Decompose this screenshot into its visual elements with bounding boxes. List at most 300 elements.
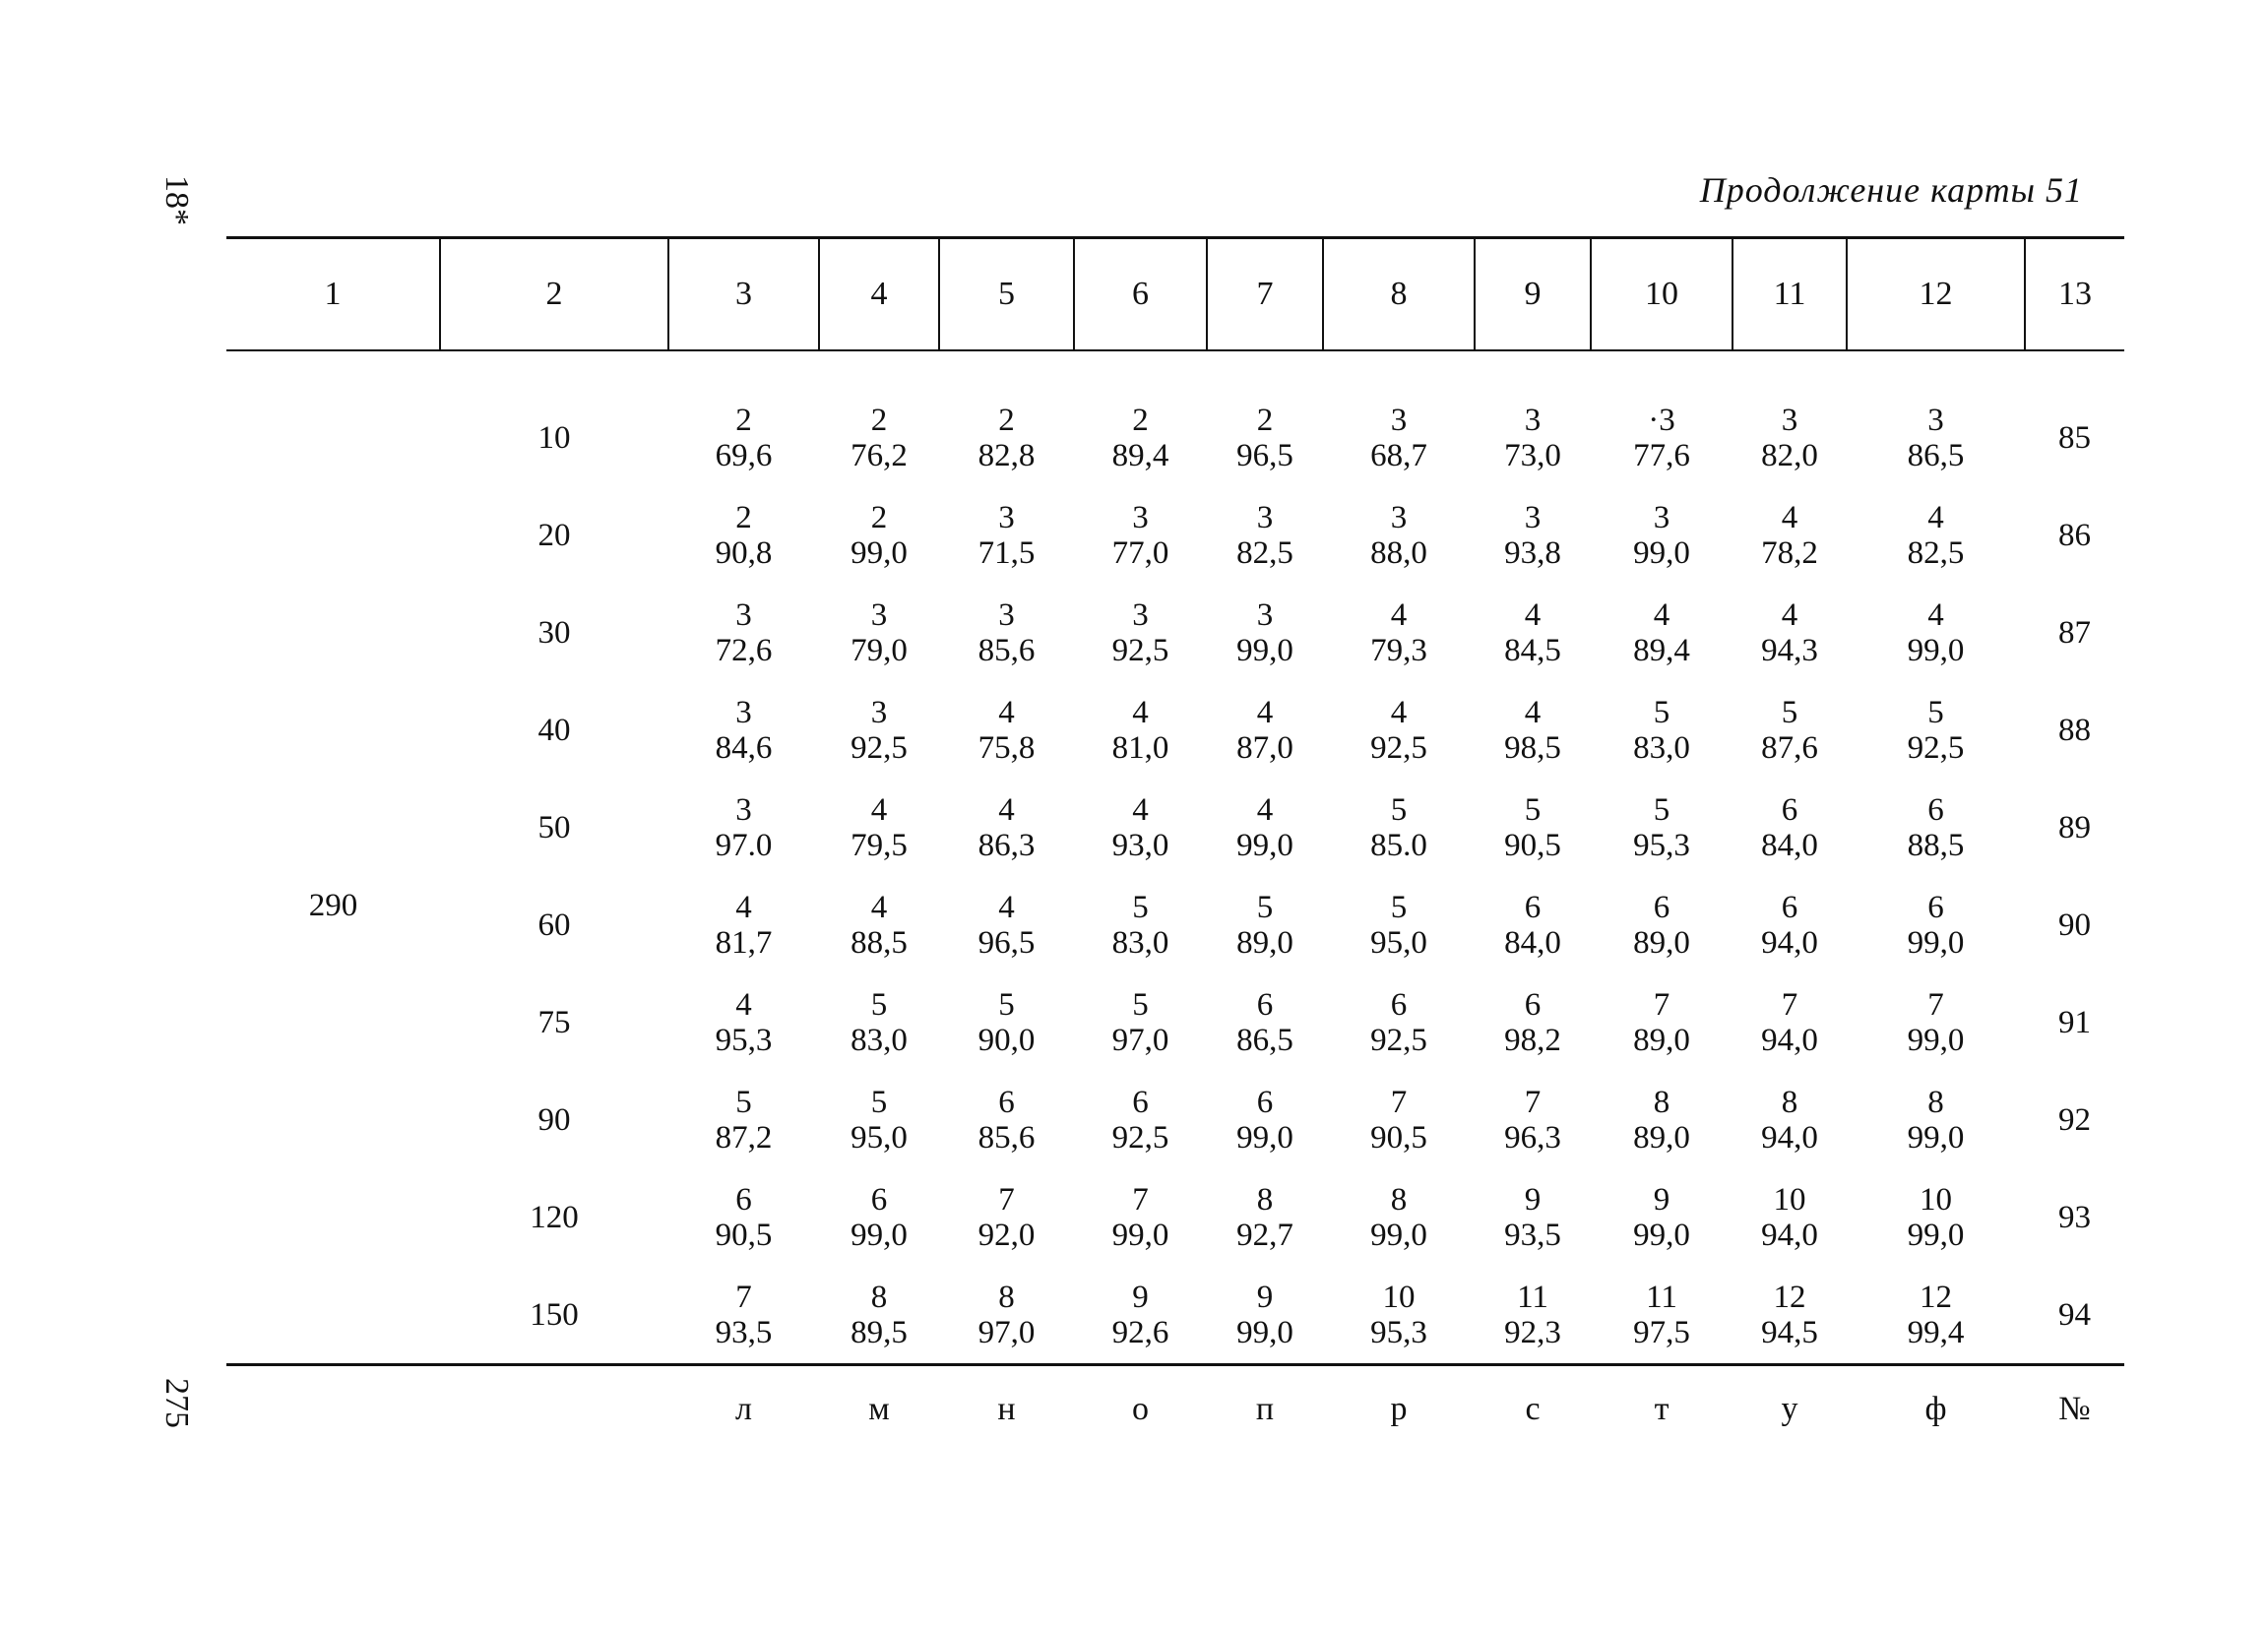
cell-top-value: 4 — [1524, 694, 1542, 730]
cell-top-value: 2 — [870, 402, 888, 438]
table-cell — [1591, 973, 1732, 1071]
table-cell — [1207, 389, 1323, 486]
cell-bottom-value: 99,0 — [1907, 1217, 1965, 1253]
table-cell — [668, 1071, 819, 1168]
header-row — [226, 238, 2124, 351]
cell-bottom-value: 94,0 — [1761, 1022, 1818, 1058]
page-title: Продолжение карты 51 — [1699, 170, 2083, 210]
cell-bottom-value: 88,5 — [1907, 827, 1965, 863]
table-cell — [1475, 1266, 1591, 1365]
cell-top-value: 4 — [998, 889, 1015, 925]
table-cell — [1074, 1071, 1207, 1168]
cell-bottom-value: 88,5 — [850, 924, 908, 961]
cell-top-value: 2 — [735, 402, 752, 438]
cell-top-value: 6 — [1927, 791, 1944, 828]
table-cell — [1847, 779, 2025, 876]
cell-bottom-value: 99,0 — [1907, 1119, 1965, 1156]
table-cell — [1207, 486, 1323, 584]
cell-bottom-value: 94,5 — [1761, 1314, 1818, 1350]
column-header-6: 6 — [1074, 238, 1207, 351]
cell-bottom-value: 84,0 — [1504, 924, 1561, 961]
column-header-8: 8 — [1323, 238, 1475, 351]
table-cell — [939, 779, 1074, 876]
table-cell — [1475, 486, 1591, 584]
cell-top-value: 3 — [1927, 402, 1944, 438]
table-cell — [939, 1071, 1074, 1168]
table-cell — [939, 876, 1074, 973]
cell-bottom-value: 94,0 — [1761, 1217, 1818, 1253]
cell-top-value: 11 — [1646, 1279, 1677, 1315]
table-body — [226, 350, 2124, 1365]
cell-bottom-value: 99,0 — [1633, 534, 1690, 571]
cell-bottom-value: 90,5 — [1504, 827, 1561, 863]
cell-bottom-value: 97,0 — [977, 1314, 1036, 1350]
row-number-cell: 88 — [2058, 712, 2091, 748]
table-cell — [939, 584, 1074, 681]
cell-top-value: 6 — [1132, 1084, 1149, 1120]
cell-top-value: 6 — [1524, 986, 1542, 1023]
cell-bottom-value: 82,5 — [1907, 534, 1965, 571]
cell-top-value: 12 — [1773, 1279, 1806, 1315]
cell-top-value: 4 — [1927, 596, 1944, 633]
footer-letter-cell: л — [668, 1365, 819, 1454]
cell-bottom-value: 82,8 — [977, 437, 1036, 473]
cell-top-value: 4 — [1390, 694, 1408, 730]
cell-top-value: 3 — [1256, 499, 1274, 535]
table-cell — [1847, 973, 2025, 1071]
cell-bottom-value: 95,0 — [850, 1119, 908, 1156]
table-cell — [1591, 779, 1732, 876]
cell-top-value: 3 — [1524, 499, 1542, 535]
cell-bottom-value: 98,2 — [1504, 1022, 1561, 1058]
cell-bottom-value: 69,6 — [715, 437, 773, 473]
table-cell — [1591, 681, 1732, 779]
page-side-mark-top: 18* — [158, 175, 195, 225]
data-table — [226, 236, 2124, 1453]
table-cell — [1207, 1168, 1323, 1266]
table-container — [226, 236, 2124, 1453]
cell-top-value: 9 — [1653, 1181, 1670, 1218]
row-number-cell: 92 — [2058, 1101, 2091, 1138]
cell-bottom-value: 75,8 — [977, 729, 1036, 766]
table-cell — [1074, 1168, 1207, 1266]
cell-bottom-value: 83,0 — [850, 1022, 908, 1058]
row-key-cell: 150 — [530, 1296, 579, 1333]
cell-top-value: 3 — [1390, 499, 1408, 535]
cell-bottom-value: 92,3 — [1504, 1314, 1561, 1350]
cell-top-value: 6 — [1781, 791, 1798, 828]
table-cell — [819, 876, 939, 973]
cell-top-value: 9 — [1132, 1279, 1149, 1315]
footer-blank-cell — [226, 1365, 668, 1454]
row-number-cell: 90 — [2058, 907, 2091, 943]
table-cell — [1732, 1071, 1847, 1168]
table-cell — [1847, 1168, 2025, 1266]
cell-top-value: 4 — [1781, 499, 1798, 535]
cell-top-value: 3 — [1781, 402, 1798, 438]
cell-bottom-value: 92,6 — [1111, 1314, 1169, 1350]
table-cell — [1732, 876, 1847, 973]
table-cell — [1591, 486, 1732, 584]
table-row — [226, 681, 2124, 779]
row-key-cell: 10 — [537, 419, 571, 456]
cell-top-value: 6 — [998, 1084, 1015, 1120]
table-cell — [1847, 681, 2025, 779]
cell-bottom-value: 79,3 — [1370, 632, 1427, 668]
column-header-13: 13 — [2025, 238, 2124, 351]
table-cell — [1591, 389, 1732, 486]
cell-top-value: 4 — [1781, 596, 1798, 633]
table-row — [226, 584, 2124, 681]
cell-top-value: 8 — [998, 1279, 1015, 1315]
cell-top-value: 6 — [1524, 889, 1542, 925]
cell-top-value: 6 — [1256, 1084, 1274, 1120]
table-cell — [1323, 973, 1475, 1071]
cell-top-value: 8 — [1781, 1084, 1798, 1120]
cell-top-value: 4 — [1256, 694, 1274, 730]
cell-bottom-value: 96,5 — [1236, 437, 1293, 473]
column-header-10: 10 — [1591, 238, 1732, 351]
table-cell — [668, 584, 819, 681]
table-cell — [1323, 1168, 1475, 1266]
row-key-cell: 120 — [530, 1199, 579, 1235]
cell-top-value: 3 — [1524, 402, 1542, 438]
cell-bottom-value: 95,3 — [1370, 1314, 1427, 1350]
cell-bottom-value: 85.0 — [1370, 827, 1427, 863]
table-cell — [1323, 681, 1475, 779]
table-cell — [1207, 779, 1323, 876]
cell-top-value: 5 — [1132, 889, 1149, 925]
table-cell — [939, 973, 1074, 1071]
table-cell — [1475, 389, 1591, 486]
cell-top-value: 7 — [1524, 1084, 1542, 1120]
table-cell — [819, 1168, 939, 1266]
table-cell — [1323, 779, 1475, 876]
cell-bottom-value: 85,6 — [977, 1119, 1036, 1156]
cell-top-value: 3 — [735, 791, 752, 828]
table-cell — [939, 389, 1074, 486]
cell-bottom-value: 77,6 — [1633, 437, 1690, 473]
cell-top-value: 10 — [1773, 1181, 1806, 1218]
footer-row — [226, 1365, 2124, 1454]
cell-bottom-value: 94,3 — [1761, 632, 1818, 668]
table-cell — [1591, 1071, 1732, 1168]
table-cell — [819, 973, 939, 1071]
footer-letter-cell: п — [1207, 1365, 1323, 1454]
table-cell — [668, 1168, 819, 1266]
row-number-cell: 89 — [2058, 809, 2091, 845]
cell-top-value: 4 — [998, 791, 1015, 828]
table-row — [226, 1266, 2124, 1365]
table-row — [226, 779, 2124, 876]
cell-top-value: 9 — [1524, 1181, 1542, 1218]
footer-letter-cell: № — [2025, 1365, 2124, 1454]
table-cell — [1323, 1071, 1475, 1168]
cell-bottom-value: 90,0 — [977, 1022, 1036, 1058]
cell-bottom-value: 89,5 — [850, 1314, 908, 1350]
cell-top-value: 3 — [870, 694, 888, 730]
cell-top-value: 7 — [1132, 1181, 1149, 1218]
cell-top-value: 12 — [1920, 1279, 1952, 1315]
cell-bottom-value: 90,8 — [715, 534, 773, 571]
cell-bottom-value: 97.0 — [715, 827, 773, 863]
cell-bottom-value: 86,3 — [977, 827, 1036, 863]
cell-top-value: 4 — [1653, 596, 1670, 633]
cell-top-value: 5 — [870, 986, 888, 1023]
table-cell — [1074, 389, 1207, 486]
table-cell — [819, 584, 939, 681]
cell-top-value: 2 — [998, 402, 1015, 438]
table-row — [226, 1071, 2124, 1168]
cell-top-value: 5 — [1390, 889, 1408, 925]
cell-bottom-value: 92,5 — [1111, 1119, 1169, 1156]
cell-top-value: 6 — [735, 1181, 752, 1218]
cell-top-value: 3 — [1390, 402, 1408, 438]
column-header-2: 2 — [440, 238, 668, 351]
column-header-5: 5 — [939, 238, 1074, 351]
table-cell — [1207, 876, 1323, 973]
table-cell — [819, 1071, 939, 1168]
cell-top-value: 7 — [1927, 986, 1944, 1023]
table-row — [226, 1168, 2124, 1266]
cell-bottom-value: 90,5 — [1370, 1119, 1427, 1156]
cell-bottom-value: 92,5 — [850, 729, 908, 766]
cell-top-value: 2 — [1256, 402, 1274, 438]
row-number-cell: 87 — [2058, 614, 2091, 651]
cell-bottom-value: 92,0 — [977, 1217, 1036, 1253]
table-row — [226, 876, 2124, 973]
page-side-mark-bottom: 275 — [158, 1378, 195, 1428]
row-key-cell: 40 — [537, 712, 571, 748]
cell-top-value: 3 — [1653, 499, 1670, 535]
table-cell — [1847, 1266, 2025, 1365]
table-cell — [1074, 779, 1207, 876]
table-cell — [1207, 1071, 1323, 1168]
table-cell — [668, 681, 819, 779]
table-cell — [1732, 681, 1847, 779]
cell-top-value: 6 — [870, 1181, 888, 1218]
cell-bottom-value: 99,0 — [1907, 924, 1965, 961]
cell-bottom-value: 92,7 — [1236, 1217, 1293, 1253]
cell-bottom-value: 87,6 — [1761, 729, 1818, 766]
table-cell — [819, 681, 939, 779]
table-cell — [1207, 973, 1323, 1071]
cell-top-value: 6 — [1390, 986, 1408, 1023]
table-cell — [1475, 973, 1591, 1071]
cell-bottom-value: 86,5 — [1907, 437, 1965, 473]
cell-bottom-value: 87,0 — [1236, 729, 1293, 766]
table-cell — [1591, 1266, 1732, 1365]
table-cell — [1207, 681, 1323, 779]
table-cell — [668, 779, 819, 876]
cell-bottom-value: 95,3 — [1633, 827, 1690, 863]
cell-bottom-value: 83,0 — [1111, 924, 1169, 961]
row-number-cell: 86 — [2058, 517, 2091, 553]
cell-bottom-value: 89,4 — [1111, 437, 1169, 473]
table-cell — [939, 486, 1074, 584]
table-cell — [1732, 486, 1847, 584]
row-number-cell: 94 — [2058, 1296, 2091, 1333]
row-key-cell: 50 — [537, 809, 571, 845]
cell-bottom-value: 99,0 — [850, 1217, 908, 1253]
cell-top-value: 5 — [1653, 694, 1670, 730]
cell-bottom-value: 94,0 — [1761, 924, 1818, 961]
footer-letter-cell: о — [1074, 1365, 1207, 1454]
cell-top-value: 7 — [998, 1181, 1015, 1218]
table-cell — [668, 973, 819, 1071]
table-cell — [1475, 876, 1591, 973]
cell-bottom-value: 88,0 — [1370, 534, 1427, 571]
cell-top-value: ·3 — [1648, 402, 1675, 438]
cell-top-value: 5 — [1781, 694, 1798, 730]
footer-letter-cell: р — [1323, 1365, 1475, 1454]
cell-bottom-value: 77,0 — [1111, 534, 1169, 571]
cell-top-value: 5 — [1256, 889, 1274, 925]
table-row — [226, 389, 2124, 486]
cell-bottom-value: 95,3 — [715, 1022, 773, 1058]
table-cell — [1847, 1071, 2025, 1168]
cell-bottom-value: 99,0 — [1236, 632, 1293, 668]
footer-letter-cell: т — [1591, 1365, 1732, 1454]
column-header-9: 9 — [1475, 238, 1591, 351]
cell-bottom-value: 92,5 — [1370, 729, 1427, 766]
column-header-12: 12 — [1847, 238, 2025, 351]
cell-bottom-value: 87,2 — [715, 1119, 773, 1156]
footer-letter-cell: ф — [1847, 1365, 2025, 1454]
cell-bottom-value: 97,0 — [1111, 1022, 1169, 1058]
cell-top-value: 3 — [998, 596, 1015, 633]
cell-top-value: 4 — [1256, 791, 1274, 828]
cell-bottom-value: 84,5 — [1504, 632, 1561, 668]
cell-top-value: 9 — [1256, 1279, 1274, 1315]
cell-bottom-value: 68,7 — [1370, 437, 1427, 473]
cell-top-value: 7 — [1390, 1084, 1408, 1120]
table-cell — [1074, 973, 1207, 1071]
table-cell — [939, 1266, 1074, 1365]
cell-bottom-value: 92,5 — [1370, 1022, 1427, 1058]
cell-bottom-value: 99,0 — [1236, 827, 1293, 863]
cell-bottom-value: 78,2 — [1761, 534, 1818, 571]
column-header-4: 4 — [819, 238, 939, 351]
group-value-cell: 290 — [308, 888, 358, 923]
table-cell — [1732, 973, 1847, 1071]
table-cell — [939, 681, 1074, 779]
cell-top-value: 2 — [735, 499, 752, 535]
table-cell — [1732, 779, 1847, 876]
table-cell — [1074, 876, 1207, 973]
cell-top-value: 8 — [1653, 1084, 1670, 1120]
cell-top-value: 5 — [1524, 791, 1542, 828]
cell-top-value: 5 — [1653, 791, 1670, 828]
cell-top-value: 5 — [1927, 694, 1944, 730]
cell-bottom-value: 90,5 — [715, 1217, 773, 1253]
table-cell — [1591, 1168, 1732, 1266]
cell-bottom-value: 79,5 — [850, 827, 908, 863]
cell-bottom-value: 89,0 — [1633, 924, 1690, 961]
table-cell — [819, 486, 939, 584]
table-cell — [1847, 876, 2025, 973]
column-header-7: 7 — [1207, 238, 1323, 351]
table-cell — [1074, 681, 1207, 779]
cell-top-value: 6 — [1927, 889, 1944, 925]
cell-top-value: 8 — [1927, 1084, 1944, 1120]
cell-top-value: 5 — [998, 986, 1015, 1023]
cell-bottom-value: 99,0 — [1236, 1119, 1293, 1156]
table-cell — [1475, 779, 1591, 876]
table-cell — [819, 779, 939, 876]
table-cell — [668, 1266, 819, 1365]
cell-top-value: 8 — [1390, 1181, 1408, 1218]
table-cell — [1732, 584, 1847, 681]
cell-bottom-value: 89,0 — [1633, 1022, 1690, 1058]
row-key-cell: 20 — [537, 517, 571, 553]
table-cell — [1323, 389, 1475, 486]
cell-top-value: 3 — [735, 596, 752, 633]
cell-bottom-value: 71,5 — [977, 534, 1036, 571]
table-cell — [1591, 584, 1732, 681]
cell-top-value: 4 — [1390, 596, 1408, 633]
cell-bottom-value: 79,0 — [850, 632, 908, 668]
table-cell — [668, 876, 819, 973]
cell-bottom-value: 73,0 — [1504, 437, 1561, 473]
cell-bottom-value: 85,6 — [977, 632, 1036, 668]
cell-bottom-value: 83,0 — [1633, 729, 1690, 766]
cell-bottom-value: 92,5 — [1111, 632, 1169, 668]
cell-top-value: 5 — [870, 1084, 888, 1120]
cell-top-value: 7 — [1781, 986, 1798, 1023]
row-number-cell: 93 — [2058, 1199, 2091, 1235]
table-cell — [1207, 1266, 1323, 1365]
cell-bottom-value: 99,0 — [1907, 1022, 1965, 1058]
cell-bottom-value: 89,0 — [1236, 924, 1293, 961]
table-cell — [1732, 389, 1847, 486]
cell-top-value: 10 — [1920, 1181, 1952, 1218]
cell-top-value: 4 — [1927, 499, 1944, 535]
cell-top-value: 5 — [1132, 986, 1149, 1023]
cell-top-value: 4 — [870, 889, 888, 925]
cell-bottom-value: 94,0 — [1761, 1119, 1818, 1156]
cell-bottom-value: 99,0 — [1236, 1314, 1293, 1350]
cell-bottom-value: 76,2 — [850, 437, 908, 473]
table-row — [226, 973, 2124, 1071]
row-number-cell: 91 — [2058, 1004, 2091, 1040]
cell-bottom-value: 86,5 — [1236, 1022, 1293, 1058]
row-key-cell: 75 — [537, 1004, 571, 1040]
cell-bottom-value: 82,5 — [1236, 534, 1293, 571]
cell-top-value: 6 — [1256, 986, 1274, 1023]
cell-bottom-value: 99,0 — [850, 534, 908, 571]
cell-bottom-value: 92,5 — [1907, 729, 1965, 766]
cell-top-value: 4 — [870, 791, 888, 828]
column-header-11: 11 — [1732, 238, 1847, 351]
cell-bottom-value: 96,5 — [977, 924, 1036, 961]
table-cell — [1475, 1168, 1591, 1266]
table-cell — [1475, 584, 1591, 681]
table-row — [226, 486, 2124, 584]
cell-bottom-value: 98,5 — [1504, 729, 1561, 766]
cell-top-value: 5 — [735, 1084, 752, 1120]
table-cell — [668, 486, 819, 584]
table-cell — [1074, 486, 1207, 584]
cell-bottom-value: 93,5 — [1504, 1217, 1561, 1253]
cell-top-value: 4 — [735, 889, 752, 925]
cell-bottom-value: 84,0 — [1761, 827, 1818, 863]
cell-bottom-value: 82,0 — [1761, 437, 1818, 473]
cell-bottom-value: 99,0 — [1633, 1217, 1690, 1253]
table-cell — [819, 389, 939, 486]
cell-top-value: 5 — [1390, 791, 1408, 828]
table-cell — [1323, 584, 1475, 681]
